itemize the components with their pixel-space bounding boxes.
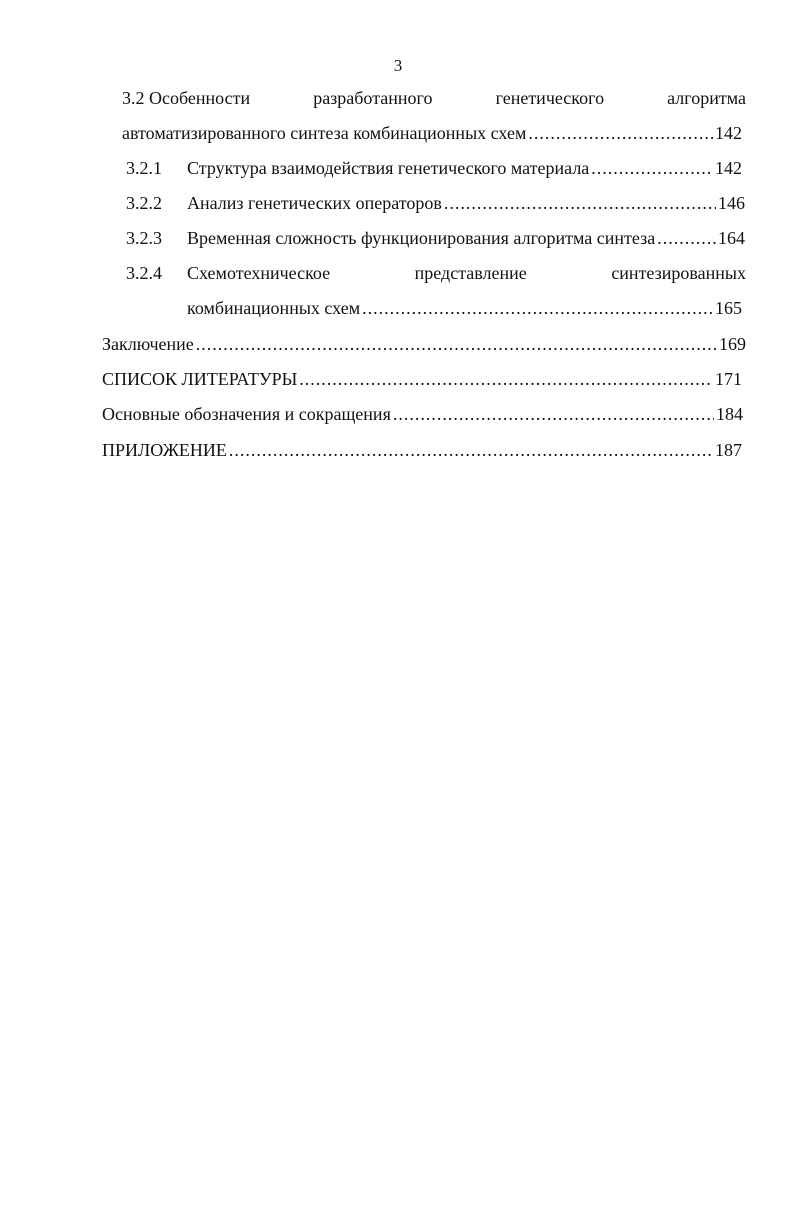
toc-page-number: 165 — [715, 298, 742, 318]
toc-entry-3-2-line1 — [122, 86, 746, 110]
toc-entry-3-2-1 — [187, 156, 742, 180]
toc-page-number: 169 — [719, 334, 746, 354]
toc-entry-references — [102, 367, 742, 391]
dot-leader — [657, 226, 716, 250]
toc-entry-3-2-line2 — [122, 121, 742, 145]
toc-word: алгоритма — [667, 88, 746, 108]
toc-word: синтезированных — [611, 263, 746, 283]
toc-page-number: 171 — [715, 369, 742, 389]
toc-entry-conclusion — [102, 332, 746, 356]
dot-leader — [528, 121, 713, 145]
toc-entry-title: СПИСОК ЛИТЕРАТУРЫ — [102, 369, 298, 389]
toc-page-number: 184 — [716, 404, 743, 424]
toc-word: представление — [414, 263, 527, 283]
toc-entry-title: Структура взаимодействия генетического материала — [187, 158, 590, 178]
toc-entry-title: Временная сложность функционирования алгоритма синтеза — [187, 228, 656, 248]
toc-page-number: 164 — [718, 228, 745, 248]
toc-entry-appendix — [102, 438, 742, 462]
toc-entry-title: Заключение — [102, 334, 194, 354]
toc-subsection-number: 3.2.4 — [126, 263, 162, 283]
toc-page-number: 142 — [715, 158, 742, 178]
toc-word: Схемотехническое — [187, 263, 331, 283]
dot-leader — [299, 367, 713, 391]
toc-word: разработанного — [313, 88, 433, 108]
toc-subsection-number: 3.2.2 — [126, 193, 162, 213]
dot-leader — [444, 191, 716, 215]
dot-leader — [229, 438, 713, 462]
toc-page-number: 187 — [715, 440, 742, 460]
toc-word: генетического — [495, 88, 605, 108]
toc-word: 3.2 Особенности — [122, 88, 251, 108]
toc-entry-title: ПРИЛОЖЕНИЕ — [102, 440, 227, 460]
toc-entry-title: автоматизированного синтеза комбинационных схем — [122, 123, 527, 143]
toc-entry-3-2-3 — [187, 226, 745, 250]
toc-entry-3-2-4-line1 — [187, 261, 746, 285]
page-number: 3 — [393, 56, 403, 75]
toc-entry-title: комбинационных схем — [187, 298, 361, 318]
toc-entry-3-2-2 — [187, 191, 745, 215]
toc-entry-abbreviations — [102, 402, 743, 426]
toc-subsection-number: 3.2.1 — [126, 158, 162, 178]
dot-leader — [591, 156, 713, 180]
dot-leader — [393, 402, 714, 426]
toc-entry-3-2-4-line2 — [187, 296, 742, 320]
dot-leader — [362, 296, 713, 320]
dot-leader — [196, 332, 717, 356]
toc-subsection-number: 3.2.3 — [126, 228, 162, 248]
toc-page-number: 146 — [718, 193, 745, 213]
toc-page-number: 142 — [715, 123, 742, 143]
toc-entry-title: Анализ генетических операторов — [187, 193, 442, 213]
toc-entry-title: Основные обозначения и сокращения — [102, 404, 391, 424]
